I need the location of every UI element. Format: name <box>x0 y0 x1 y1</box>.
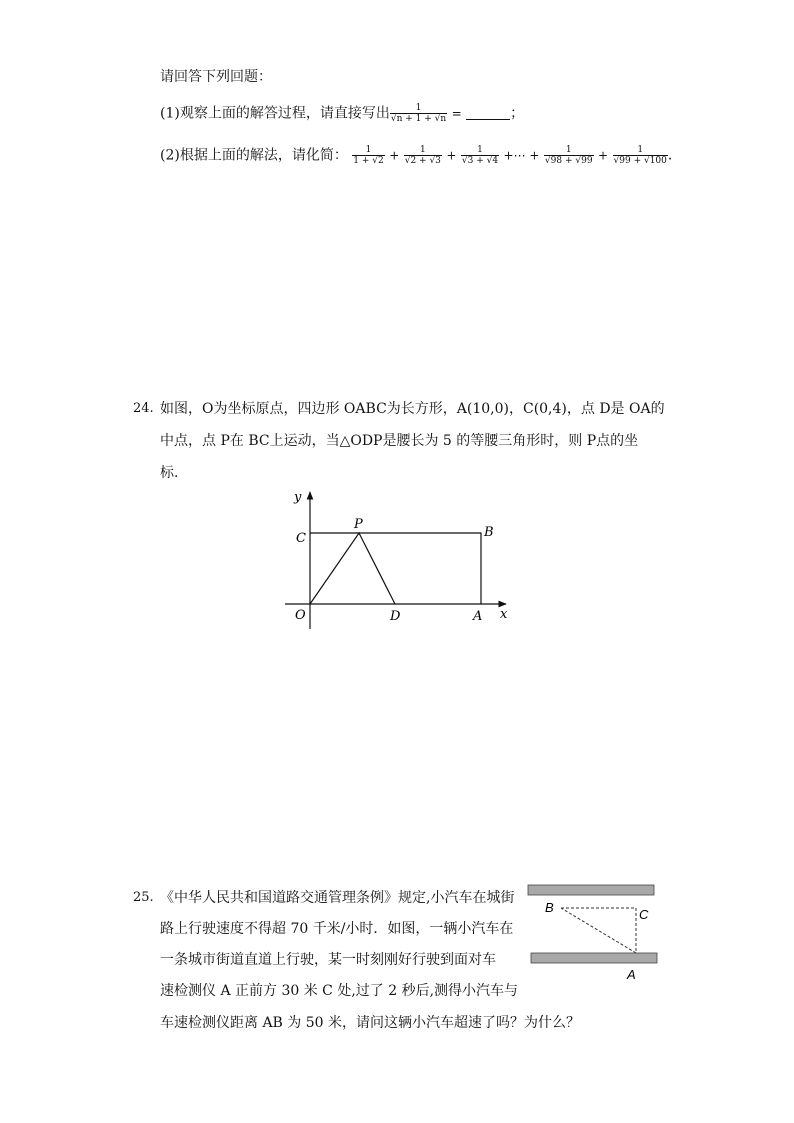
fraction-numerator: 1 <box>544 145 594 156</box>
question-24-line-2: 中点，点 P在 BC上运动，当△ODP是腰长为 5 的等腰三角形时，则 P点的坐 <box>160 433 639 449</box>
question-1 <box>160 103 524 124</box>
fraction-numerator: 1 <box>352 145 384 156</box>
rectangle-figure <box>283 487 523 637</box>
question-1-fraction <box>390 103 447 124</box>
question-24-line-1: 如图，O为坐标原点，四边形 OABC为长方形，A(10,0)，C(0,4)，点 D是 OA的 <box>160 401 665 417</box>
question-25-line-5: 车速检测仪距离 AB 为 50 米，请问这辆小汽车超速了吗？为什么？ <box>160 1015 581 1031</box>
fraction-denominator: √3 + √4 <box>461 156 499 166</box>
fraction-denominator: √98 + √99 <box>544 156 593 166</box>
fraction-3 <box>461 145 499 166</box>
fraction-denominator: √n + 1 + √n <box>390 114 447 124</box>
label-o: O <box>295 608 306 623</box>
rectangle-outline <box>310 533 481 604</box>
question-24-number: 24. <box>133 401 154 416</box>
fraction-98 <box>544 145 594 166</box>
fraction-denominator: √2 + √3 <box>404 156 441 166</box>
fraction-numerator: 1 <box>613 145 668 156</box>
fraction-denominator: √99 + √100 <box>613 156 667 166</box>
label-a: A <box>473 609 483 624</box>
equals-sign: = <box>451 106 462 121</box>
label-d: D <box>390 609 401 624</box>
label-y: y <box>294 490 302 505</box>
fraction-99 <box>613 145 668 166</box>
question-25-line-3: 一条城市街道直道上行驶，某一时刻刚好行驶到面对车 <box>160 952 496 968</box>
question-25-line-2: 路上行驶速度不得超 70 千米/小时．如图，一辆小汽车在 <box>160 921 514 937</box>
question-24-line-3: 标. <box>160 465 179 481</box>
plus-sign: + <box>598 148 609 163</box>
label-c: C <box>296 531 306 546</box>
fraction-numerator: 1 <box>461 145 499 156</box>
question-1-end: ； <box>510 105 525 122</box>
plus-sign: + <box>389 148 400 163</box>
label-p: P <box>354 517 363 532</box>
question-25-line-1: 《中华人民共和国道路交通管理条例》规定,小汽车在城街 <box>160 890 515 906</box>
fraction-numerator: 1 <box>390 103 447 114</box>
question-25-line-4: 速检测仪 A 正前方 30 米 C 处,过了 2 秒后,测得小汽车与 <box>160 983 519 999</box>
fraction-1 <box>352 145 384 166</box>
question-2 <box>160 145 672 166</box>
fraction-2 <box>404 145 442 166</box>
intro-text: 请回答下列回题： <box>160 69 272 85</box>
question-1-label: (1)观察上面的解答过程，请直接写出 <box>160 105 390 122</box>
label-x: x <box>500 607 508 622</box>
question-2-label: (2)根据上面的解法，请化简： <box>160 147 348 164</box>
question-25-number: 25. <box>133 890 154 905</box>
ellipsis-plus: +⋯ + <box>503 148 540 163</box>
fraction-numerator: 1 <box>404 145 442 156</box>
road-top <box>528 885 654 895</box>
question-2-end: . <box>667 147 673 164</box>
road-figure <box>525 880 665 980</box>
answer-blank <box>466 107 510 120</box>
label-a: A <box>627 967 636 980</box>
dashed-path <box>561 908 636 953</box>
label-b: B <box>545 900 554 915</box>
plus-sign: + <box>446 148 457 163</box>
label-c: C <box>639 907 649 922</box>
triangle-odp <box>310 533 395 604</box>
fraction-denominator: 1 + √2 <box>353 156 384 166</box>
label-b: B <box>484 525 494 540</box>
road-bottom <box>531 953 657 963</box>
